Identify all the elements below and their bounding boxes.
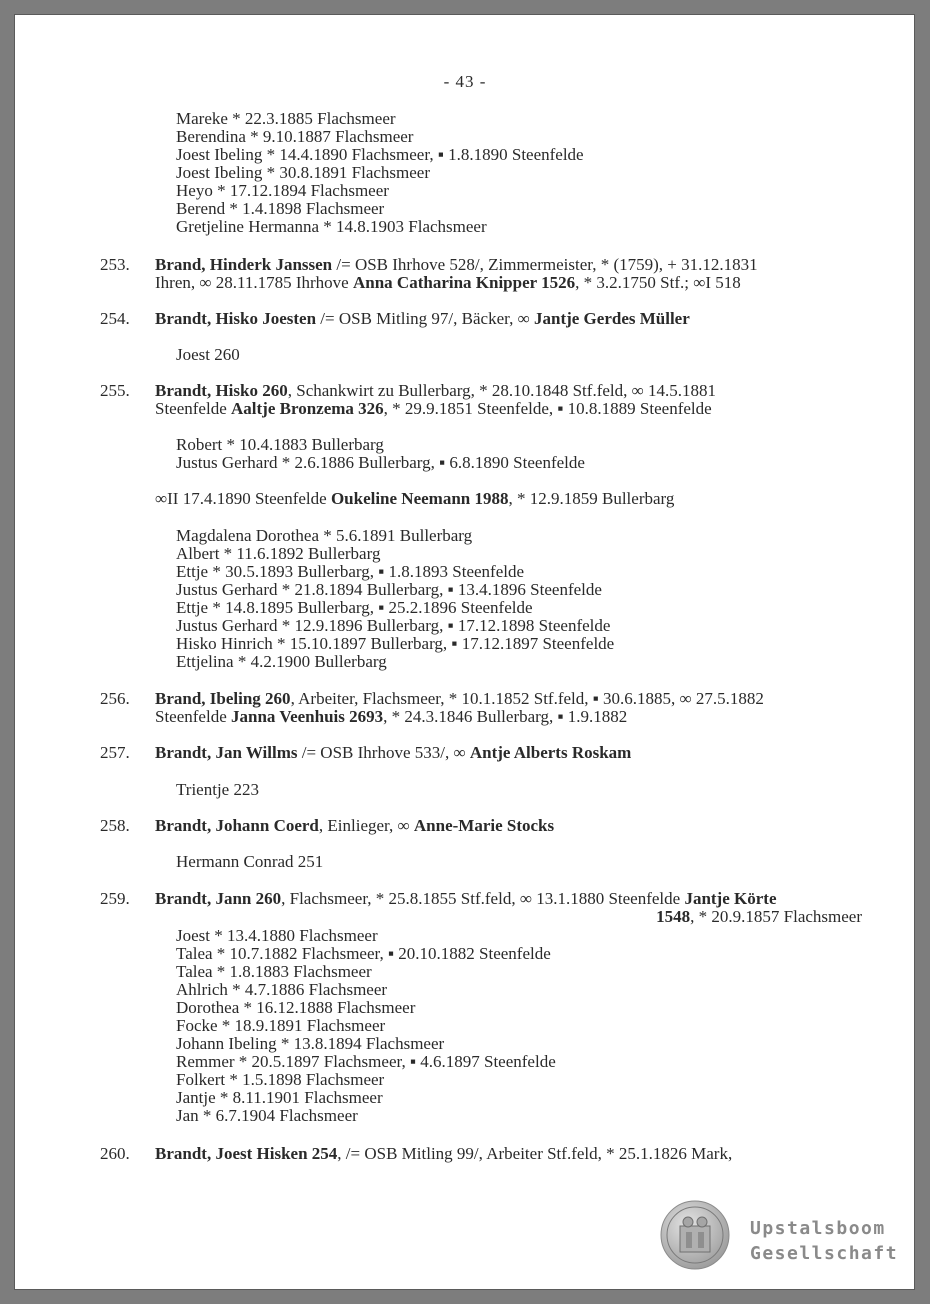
list-item: Hisko Hinrich * 15.10.1897 Bullerbarg, ▪ 17.12.1897 Steenfelde xyxy=(176,634,615,653)
spouse-name: Aaltje Bronzema 326 xyxy=(231,399,384,418)
list-item: Ettje * 30.5.1893 Bullerbarg, ▪ 1.8.1893 Steenfelde xyxy=(176,562,525,581)
list-item: Trientje 223 xyxy=(176,780,259,799)
list-item: Albert * 11.6.1892 Bullerbarg xyxy=(176,544,381,563)
entry-name: Brandt, Jan Willms xyxy=(155,743,298,762)
spouse-name: Anne-Marie Stocks xyxy=(413,816,555,835)
list-item: Magdalena Dorothea * 5.6.1891 Bullerbarg xyxy=(176,526,473,545)
entry-line: Steenfelde Janna Veenhuis 2693, * 24.3.1846 Bullerbarg, ▪ 1.9.1882 xyxy=(155,707,628,726)
entry-name: Brandt, Johann Coerd xyxy=(155,816,319,835)
list-item: Justus Gerhard * 12.9.1896 Bullerbarg, ▪ 17.12.1898 Steenfelde xyxy=(176,616,611,635)
entry-line: Brandt, Joest Hisken 254, /= OSB Mitling 99/, Arbeiter Stf.feld, * 25.1.1826 Mark, xyxy=(155,1144,733,1163)
entry-number: 257. xyxy=(100,743,130,762)
list-item: Gretjeline Hermanna * 14.8.1903 Flachsmeer xyxy=(176,217,487,236)
entry-line: Brand, Hinderk Janssen /= OSB Ihrhove 528/, Zimmermeister, * (1759), + 31.12.1831 xyxy=(155,255,758,274)
entry-line: Ihren, ∞ 28.11.1785 Ihrhove Anna Catharina Knipper 1526, * 3.2.1750 Stf.; ∞I 518 xyxy=(155,273,741,292)
list-item: Joest Ibeling * 30.8.1891 Flachsmeer xyxy=(176,163,431,182)
list-item: Joest Ibeling * 14.4.1890 Flachsmeer, ▪ 1.8.1890 Steenfelde xyxy=(176,145,584,164)
page-number: - 43 - xyxy=(443,72,487,91)
spouse-name: Jantje Gerdes Müller xyxy=(533,309,690,328)
list-item: Remmer * 20.5.1897 Flachsmeer, ▪ 4.6.1897 Steenfelde xyxy=(176,1052,556,1071)
list-item: Talea * 1.8.1883 Flachsmeer xyxy=(176,962,372,981)
list-item: Jan * 6.7.1904 Flachsmeer xyxy=(176,1106,358,1125)
list-item: Joest 260 xyxy=(176,345,240,364)
entry-number: 260. xyxy=(100,1144,130,1163)
list-item: Justus Gerhard * 21.8.1894 Bullerbarg, ▪ 13.4.1896 Steenfelde xyxy=(176,580,602,599)
list-item: Ettje * 14.8.1895 Bullerbarg, ▪ 25.2.1896 Steenfelde xyxy=(176,598,533,617)
entry-number: 255. xyxy=(100,381,130,400)
entry-name: Brandt, Hisko Joesten xyxy=(155,309,317,328)
list-item: Ahlrich * 4.7.1886 Flachsmeer xyxy=(176,980,388,999)
list-item: Jantje * 8.11.1901 Flachsmeer xyxy=(176,1088,383,1107)
list-item: Dorothea * 16.12.1888 Flachsmeer xyxy=(176,998,416,1017)
list-item: Justus Gerhard * 2.6.1886 Bullerbarg, ▪ 6.8.1890 Steenfelde xyxy=(176,453,585,472)
entry-line: Brandt, Hisko 260, Schankwirt zu Bullerbarg, * 28.10.1848 Stf.feld, ∞ 14.5.1881 xyxy=(155,381,716,400)
entry-line: Brandt, Hisko Joesten /= OSB Mitling 97/, Bäcker, ∞ Jantje Gerdes Müller xyxy=(155,309,690,328)
entry-name: Brand, Ibeling 260 xyxy=(155,689,291,708)
list-item: Hermann Conrad 251 xyxy=(176,852,324,871)
entry-line: 1548, * 20.9.1857 Flachsmeer xyxy=(656,907,862,926)
list-item: Focke * 18.9.1891 Flachsmeer xyxy=(176,1016,386,1035)
spouse-name: Oukeline Neemann 1988 xyxy=(330,489,509,508)
spouse-name: Janna Veenhuis 2693 xyxy=(231,707,384,726)
list-item: Johann Ibeling * 13.8.1894 Flachsmeer xyxy=(176,1034,445,1053)
list-item: Talea * 10.7.1882 Flachsmeer, ▪ 20.10.1882 Steenfelde xyxy=(176,944,551,963)
entry-line: ∞II 17.4.1890 Steenfelde Oukeline Neemann 1988, * 12.9.1859 Bullerbarg xyxy=(155,489,675,508)
list-item: Ettjelina * 4.2.1900 Bullerbarg xyxy=(176,652,387,671)
entry-line: Brandt, Jann 260, Flachsmeer, * 25.8.1855 Stf.feld, ∞ 13.1.1880 Steenfelde Jantje Körte xyxy=(155,889,777,908)
spouse-name: Anna Catharina Knipper 1526 xyxy=(352,273,576,292)
entry-line: Steenfelde Aaltje Bronzema 326, * 29.9.1851 Steenfelde, ▪ 10.8.1889 Steenfelde xyxy=(155,399,712,418)
society-name-line2: Gesellschaft xyxy=(750,1243,899,1264)
entry-number: 254. xyxy=(100,309,130,328)
spouse-name: Antje Alberts Roskam xyxy=(469,743,632,762)
entry-name: Brand, Hinderk Janssen xyxy=(155,255,333,274)
entry-number: 256. xyxy=(100,689,130,708)
entry-name: Brandt, Joest Hisken 254 xyxy=(155,1144,338,1163)
entry-number: 253. xyxy=(100,255,130,274)
spouse-name: Jantje Körte xyxy=(684,889,777,908)
list-item: Berend * 1.4.1898 Flachsmeer xyxy=(176,199,385,218)
list-item: Mareke * 22.3.1885 Flachsmeer xyxy=(176,109,396,128)
seal-logo-icon xyxy=(660,1200,730,1270)
entry-number: 258. xyxy=(100,816,130,835)
entry-number: 259. xyxy=(100,889,130,908)
spouse-number: 1548 xyxy=(656,907,691,926)
entry-line: Brandt, Jan Willms /= OSB Ihrhove 533/, ∞ Antje Alberts Roskam xyxy=(155,743,632,762)
list-item: Robert * 10.4.1883 Bullerbarg xyxy=(176,435,384,454)
list-item: Joest * 13.4.1880 Flachsmeer xyxy=(176,926,378,945)
entry-line: Brand, Ibeling 260, Arbeiter, Flachsmeer, * 10.1.1852 Stf.feld, ▪ 30.6.1885, ∞ 27.5.1882 xyxy=(155,689,764,708)
entry-name: Brandt, Jann 260 xyxy=(155,889,282,908)
list-item: Berendina * 9.10.1887 Flachsmeer xyxy=(176,127,414,146)
entry-line: Brandt, Johann Coerd, Einlieger, ∞ Anne-Marie Stocks xyxy=(155,816,555,835)
list-item: Folkert * 1.5.1898 Flachsmeer xyxy=(176,1070,385,1089)
society-name-line1: Upstalsboom xyxy=(750,1218,886,1239)
entry-name: Brandt, Hisko 260 xyxy=(155,381,288,400)
list-item: Heyo * 17.12.1894 Flachsmeer xyxy=(176,181,389,200)
